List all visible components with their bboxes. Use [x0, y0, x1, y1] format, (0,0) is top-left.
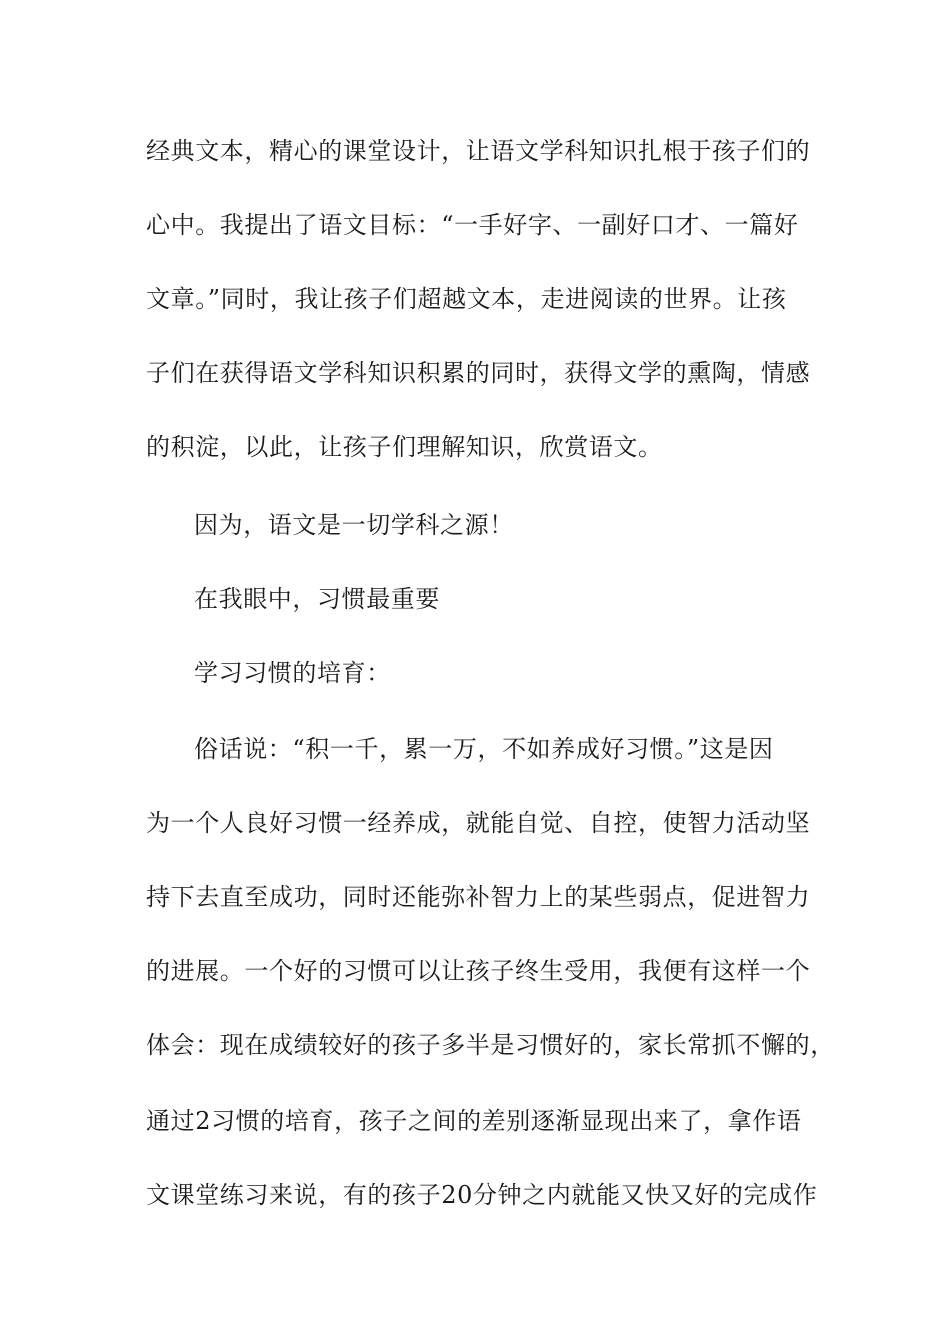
section-heading: 在我眼中，习惯最重要: [194, 585, 440, 613]
paragraph-line: 因为，语文是一切学科之源！: [194, 511, 514, 539]
paragraph-line: 心中。我提出了语文目标：“一手好字、一副好口才、一篇好: [146, 211, 799, 239]
paragraph-line: 俗话说：“积一千，累一万，不如养成好习惯。”这是因: [194, 735, 774, 763]
subsection-heading: 学习习惯的培育：: [194, 659, 391, 687]
paragraph-line: 文章。”同时，我让孩子们超越文本，走进阅读的世界。让孩: [146, 285, 787, 313]
paragraph-line: 文课堂练习来说，有的孩子20分钟之内就能又快又好的完成作: [146, 1181, 818, 1209]
paragraph-line: 通过2习惯的培育，孩子之间的差别逐渐显现出来了，拿作语: [146, 1107, 802, 1135]
paragraph-line: 的积淀，以此，让孩子们理解知识，欣赏语文。: [146, 433, 663, 461]
paragraph-line: 体会：现在成绩较好的孩子多半是习惯好的，家长常抓不懈的，: [146, 1031, 835, 1059]
paragraph-line: 持下去直至成功，同时还能弥补智力上的某些弱点，促进智力: [146, 883, 811, 911]
paragraph-line: 子们在获得语文学科知识积累的同时，获得文学的熏陶，情感: [146, 359, 811, 387]
paragraph-line: 的进展。一个好的习惯可以让孩子终生受用，我便有这样一个: [146, 957, 811, 985]
paragraph-line: 经典文本，精心的课堂设计，让语文学科知识扎根于孩子们的: [146, 137, 811, 165]
paragraph-line: 为一个人良好习惯一经养成，就能自觉、自控，使智力活动坚: [146, 809, 811, 837]
